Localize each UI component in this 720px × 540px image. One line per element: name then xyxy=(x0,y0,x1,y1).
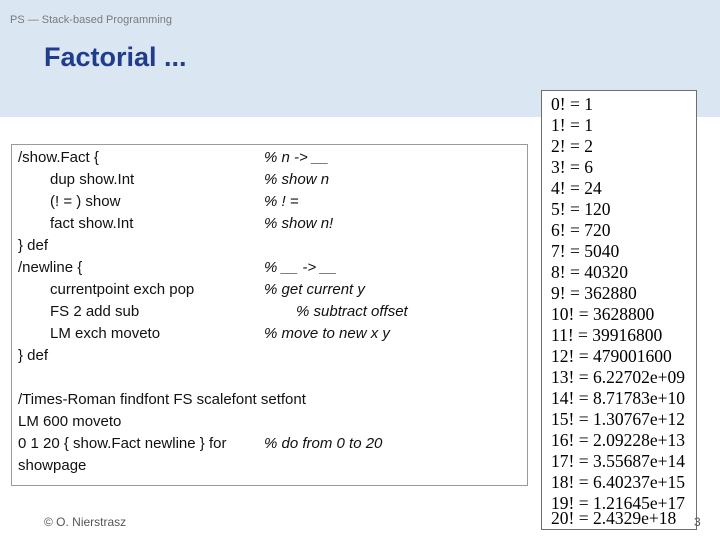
code-comment: % subtract offset xyxy=(296,303,408,320)
code-line: } def xyxy=(18,237,49,254)
code-line: LM 600 moveto xyxy=(18,413,122,430)
code-line: } def xyxy=(18,347,49,364)
output-panel xyxy=(541,90,697,530)
footer-copyright: © O. Nierstrasz xyxy=(44,515,127,529)
output-line: 12! = 479001600 xyxy=(551,346,672,366)
output-line: 16! = 2.09228e+13 xyxy=(551,430,685,450)
code-line: /Times-Roman findfont FS scalefont setfont xyxy=(18,391,306,408)
breadcrumb: PS — Stack-based Programming xyxy=(10,14,173,26)
output-line: 8! = 40320 xyxy=(551,262,628,282)
page-number: 3 xyxy=(694,515,701,529)
output-line: 4! = 24 xyxy=(551,178,602,198)
code-line: (! = ) show xyxy=(50,193,121,210)
output-line: 9! = 362880 xyxy=(551,283,637,303)
output-line: 20! = 2.4329e+18 xyxy=(551,508,677,528)
code-panel xyxy=(11,144,528,486)
code-line: currentpoint exch pop xyxy=(50,281,195,298)
code-line: LM exch moveto xyxy=(50,325,161,342)
code-line: /show.Fact { xyxy=(18,149,99,166)
output-line: 6! = 720 xyxy=(551,220,611,240)
code-comment: % n -> __ xyxy=(264,149,329,166)
output-line: 3! = 6 xyxy=(551,157,593,177)
code-line: FS 2 add sub xyxy=(50,303,140,320)
code-comment: % move to new x y xyxy=(264,325,390,342)
code-comment: % __ -> __ xyxy=(264,259,337,276)
code-comment: % do from 0 to 20 xyxy=(264,435,383,452)
output-line: 7! = 5040 xyxy=(551,241,620,261)
code-comment: % get current y xyxy=(264,281,365,298)
code-comment: % show n xyxy=(264,171,330,188)
output-line: 5! = 120 xyxy=(551,199,611,219)
output-line: 13! = 6.22702e+09 xyxy=(551,367,685,387)
code-line: dup show.Int xyxy=(50,171,135,188)
output-line: 1! = 1 xyxy=(551,115,593,135)
code-line: /newline { xyxy=(18,259,83,276)
output-line: 15! = 1.30767e+12 xyxy=(551,409,685,429)
output-line: 11! = 39916800 xyxy=(551,325,663,345)
output-line: 18! = 6.40237e+15 xyxy=(551,472,685,492)
output-line: 17! = 3.55687e+14 xyxy=(551,451,685,471)
code-line: 0 1 20 { show.Fact newline } for xyxy=(18,435,227,452)
code-line: fact show.Int xyxy=(50,215,134,232)
code-comment: % show n! xyxy=(264,215,334,232)
output-line: 10! = 3628800 xyxy=(551,304,655,324)
slide-title: Factorial ... xyxy=(44,42,187,72)
output-line: 19! = 1.21645e+17 xyxy=(551,493,685,513)
output-line: 14! = 8.71783e+10 xyxy=(551,388,685,408)
output-line: 2! = 2 xyxy=(551,136,593,156)
output-line: 0! = 1 xyxy=(551,94,593,114)
code-comment: % ! = xyxy=(264,193,299,210)
code-line: showpage xyxy=(18,457,87,474)
